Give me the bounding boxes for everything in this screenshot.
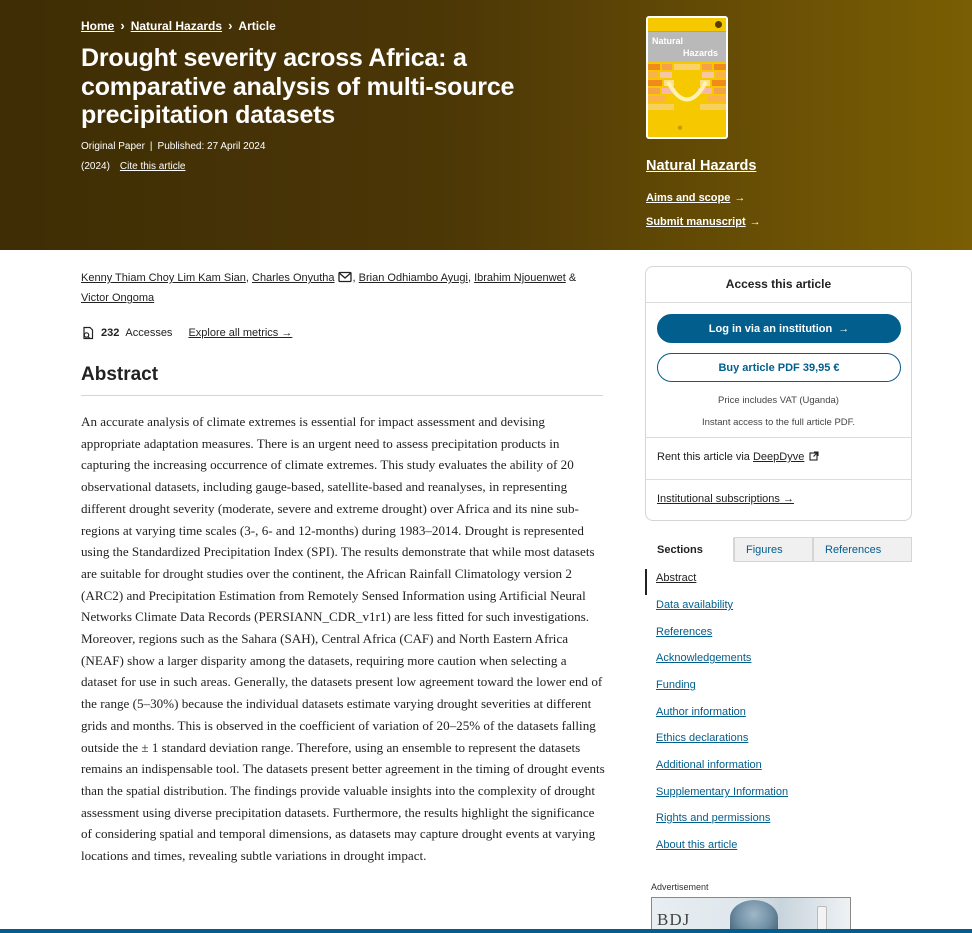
explore-metrics-label: Explore all metrics	[188, 327, 279, 339]
breadcrumb-home-link[interactable]: Home	[81, 18, 115, 33]
current-section-indicator	[645, 569, 647, 595]
meta-separator: |	[149, 141, 153, 152]
chevron-right-icon: ›	[120, 18, 125, 33]
section-link-data-availability[interactable]: Data availability	[656, 599, 734, 611]
section-link-supplementary[interactable]: Supplementary Information	[656, 786, 789, 798]
envelope-icon[interactable]	[338, 271, 352, 283]
springer-logo-icon	[715, 21, 722, 28]
cite-article-link[interactable]: Cite this article	[119, 161, 186, 172]
rent-article	[657, 451, 819, 463]
cover-artwork-icon	[648, 62, 726, 122]
article-title: Drought severity across Africa: a comparative analysis of multi-source precipitation datasets	[81, 44, 515, 129]
author-link[interactable]: Charles Onyutha	[252, 272, 335, 284]
advertisement-label: Advertisement	[651, 882, 709, 892]
author-link[interactable]: Ibrahim Njouenwet	[474, 272, 566, 284]
author-separator: &	[565, 272, 577, 284]
section-link-funding[interactable]: Funding	[656, 679, 696, 691]
chevron-right-icon: ›	[228, 18, 233, 33]
institutional-subscriptions-label: Institutional subscriptions	[657, 493, 780, 505]
article-meta-year	[81, 161, 185, 172]
institution-login-button[interactable]	[657, 314, 901, 343]
section-link-abstract[interactable]: Abstract	[656, 572, 697, 584]
access-article-panel	[645, 266, 912, 521]
journal-name-link[interactable]: Natural Hazards	[646, 158, 757, 174]
panel-divider	[646, 437, 911, 438]
section-link-rights[interactable]: Rights and permissions	[656, 812, 771, 824]
advert-brand: BDJ	[657, 910, 691, 929]
accesses-icon	[81, 326, 95, 340]
panel-divider	[646, 479, 911, 480]
deepdyve-link[interactable]: DeepDyve	[752, 451, 805, 463]
arrow-right-icon: →	[749, 216, 761, 228]
advertisement-banner[interactable]	[651, 897, 851, 933]
section-link-references[interactable]: References	[656, 626, 713, 638]
access-title: Access this article	[725, 277, 832, 291]
tab-sections[interactable]: Sections	[645, 537, 734, 562]
journal-cover-image[interactable]	[646, 16, 728, 139]
author-separator: ,	[245, 272, 249, 284]
price-note: Price includes VAT (Uganda)	[718, 395, 839, 406]
abstract-heading: Abstract	[81, 364, 159, 385]
arrow-right-icon: →	[734, 192, 746, 204]
article-metrics	[81, 326, 292, 340]
instant-access-note: Instant access to the full article PDF.	[701, 417, 856, 428]
author-link[interactable]: Brian Odhiambo Ayugi	[358, 272, 468, 284]
explore-metrics-link[interactable]	[188, 327, 292, 339]
article-header	[0, 0, 972, 250]
buy-pdf-button[interactable]: Buy article PDF 39,95 €	[657, 353, 901, 382]
aims-scope-label: Aims and scope	[646, 192, 731, 204]
arrow-right-icon: →	[838, 322, 850, 335]
tab-figures[interactable]: Figures	[734, 537, 813, 562]
arrow-right-icon: →	[782, 493, 794, 505]
submit-manuscript-link[interactable]	[646, 216, 761, 228]
author-link[interactable]: Kenny Thiam Choy Lim Kam Sian	[81, 272, 246, 284]
panel-divider	[646, 302, 911, 303]
section-link-author-information[interactable]: Author information	[656, 706, 746, 718]
institutional-subscriptions-link[interactable]	[657, 493, 794, 505]
arrow-right-icon: →	[281, 327, 293, 339]
cover-title-line2: Hazards	[682, 48, 718, 58]
cover-title-line1: Natural	[652, 36, 684, 46]
page-bottom-accent	[0, 929, 972, 933]
author-link[interactable]: Victor Ongoma	[81, 292, 155, 304]
breadcrumb-current: Article	[238, 18, 276, 33]
accesses-count: 232	[101, 327, 120, 339]
author-list	[81, 268, 601, 308]
breadcrumb-journal-link[interactable]: Natural Hazards	[130, 18, 223, 33]
article-year: (2024)	[81, 161, 110, 172]
abstract-divider	[81, 395, 603, 396]
section-link-acknowledgements[interactable]: Acknowledgements	[656, 652, 752, 664]
article-type: Original Paper	[81, 141, 145, 152]
tab-references[interactable]: References	[813, 537, 912, 562]
section-link-about[interactable]: About this article	[656, 839, 738, 851]
section-link-ethics[interactable]: Ethics declarations	[656, 732, 749, 744]
cover-publisher-mark: ◎	[678, 125, 683, 131]
abstract-text: An accurate analysis of climate extremes is essential for impact assessment and devising appropriate adaptation measures. There is an urgent need to assess precipitation products in capturing the increasing occurrence of climate extremes. This study evaluates the ability of 20 observational datasets, including gauge-based, satellite-based and reanalyses, in representing different drought severity (moderate, severe and extreme drought) over Africa and its nine sub-regions at varying time scales (3-, 6- and 12-months) during 1983–2014. Drought is represented using the Standardized Precipitation Index (SPI). The results demonstrate that while most datasets are suitable for drought studies over the continent, the African Rainfall Climatology version 2 (ARC2) and Precipitation Estimation from Remotely Sensed Information using Artificial Neural Networks Climate Data Records (PERSIANN_CDR_v1r1) are less fitted for such investigations. Moreover, regions such as the Sahara (SAH), Central Africa (CAF) and North Eastern Africa (NEAF) show a larger disparity among the datasets, requiring more caution when selecting a dataset for use in such areas. Generally, the datasets present low agreement toward the lower end of the range (5–30%) because the individual datasets estimate varying drought severities at different grids and months. This is observed in the coefficient of variation of 20–25% of the datasets falling outside the ± 1 standard deviation range. Therefore, using an ensemble to represent the datasets remains an indispensable tool. The datasets present better agreement in the timing of drought events than the spatial distribution. The findings provide valuable insights into the complexity of drought assessment using diverse precipitation datasets. Furthermore, the results highlight the significance of considering spatial and temporal dimensions, as datasets may capture drought events at varying locations and times, revealing subtle variations in drought impact.	[81, 414, 605, 864]
published-date: Published: 27 April 2024	[157, 141, 266, 152]
author-separator: ,	[467, 272, 471, 284]
institution-login-label: Log in via an institution	[708, 322, 833, 335]
aims-scope-link[interactable]	[646, 192, 745, 204]
author-separator: ,	[352, 272, 356, 284]
submit-manuscript-label: Submit manuscript	[646, 216, 746, 228]
external-link-icon	[809, 451, 819, 461]
article-nav-tabs	[645, 537, 912, 562]
accesses-label: Accesses	[125, 327, 173, 339]
section-link-additional-information[interactable]: Additional information	[656, 759, 762, 771]
rent-prefix: Rent this article via	[657, 451, 753, 463]
article-meta	[81, 141, 265, 152]
breadcrumb	[81, 18, 276, 33]
